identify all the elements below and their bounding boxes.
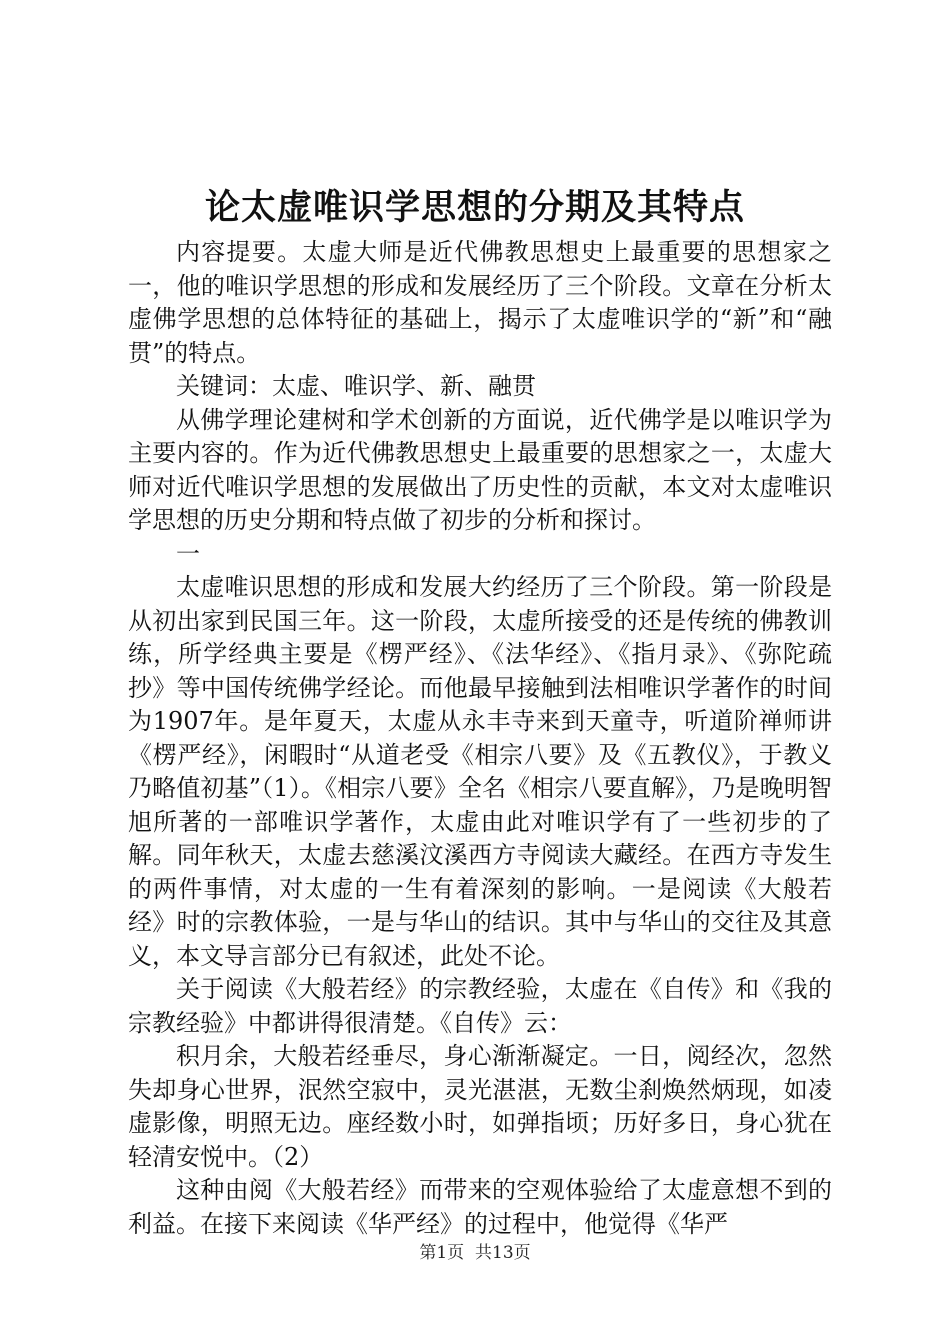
body-paragraph: 关于阅读《大般若经》的宗教经验，太虚在《自传》和《我的宗教经验》中都讲得很清楚。《自传》云： (128, 975, 832, 1037)
page-total: 共13页 (475, 1243, 531, 1263)
quote-paragraph: 积月余，大般若经垂尽，身心渐渐凝定。一日，阅经次，忽然失却身心世界，泯然空寂中，灵光湛湛，无数尘刹焕然炳现，如凌虚影像，明照无边。座经数小时，如弹指顷；历好多日，身心犹在轻清安悦中。（2） (128, 1042, 832, 1171)
body-paragraph: 这种由阅《大般若经》而带来的空观体验给了太虚意想不到的利益。在接下来阅读《华严经》的过程中，他觉得《华严 (128, 1176, 832, 1238)
page-number: 第1页 (419, 1243, 465, 1263)
intro-paragraph: 从佛学理论建树和学术创新的方面说，近代佛学是以唯识学为主要内容的。作为近代佛教思想史上最重要的思想家之一，太虚大师对近代唯识学思想的发展做出了历史性的贡献，本文对太虚唯识学思想的历史分期和特点做了初步的分析和探讨。 (128, 405, 832, 534)
body-paragraph: 太虚唯识思想的形成和发展大约经历了三个阶段。第一阶段是从初出家到民国三年。这一阶段，太虚所接受的还是传统的佛教训练，所学经典主要是《楞严经》、《法华经》、《指月录》、《弥陀疏抄》等中国传统佛学经论。而他最早接触到法相唯识学著作的时间为1907年。是年夏天，太虚从永丰寺来到天童寺，听道阶禅师讲《楞严经》，闲暇时“从道老受《相宗八要》及《五教仪》，于教义乃略值初基”（1）。《相宗八要》全名《相宗八要直解》，乃是晚明智旭所著的一部唯识学著作，太虚由此对唯识学有了一些初步的了解。同年秋天，太虚去慈溪汶溪西方寺阅读大藏经。在西方寺发生的两件事情，对太虚的一生有着深刻的影响。一是阅读《大般若经》时的宗教体验，一是与华山的结识。其中与华山的交往及其意义，本文导言部分已有叙述，此处不论。 (128, 573, 832, 970)
section-number: 一 (176, 539, 200, 568)
page-footer (0, 1241, 950, 1265)
keywords-paragraph: 关键词：太虚、唯识学、新、融贯 (176, 372, 536, 400)
document-title: 论太虚唯识学思想的分期及其特点 (204, 187, 745, 228)
abstract-paragraph: 内容提要。太虚大师是近代佛教思想史上最重要的思想家之一，他的唯识学思想的形成和发展经历了三个阶段。文章在分析太虚佛学思想的总体特征的基础上，揭示了太虚唯识学的“新”和“融贯”的特点。 (128, 238, 832, 367)
document-body (128, 236, 832, 1241)
